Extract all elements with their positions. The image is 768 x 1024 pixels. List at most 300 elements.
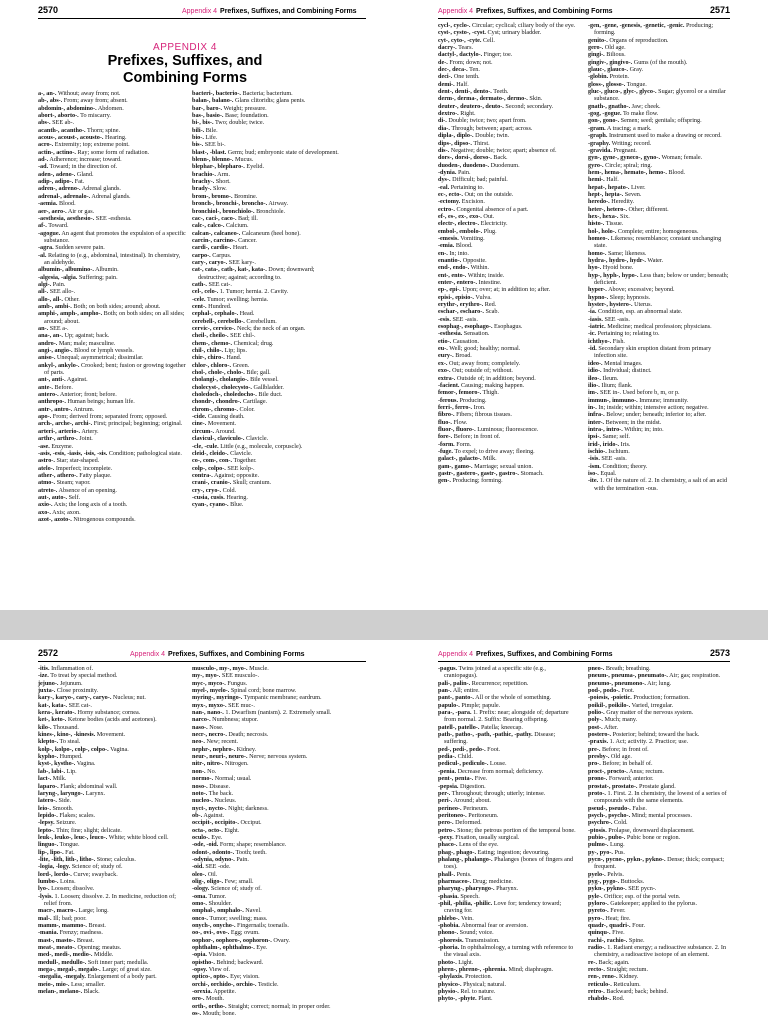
entry-term: adren-, adreno-. xyxy=(38,185,81,193)
dictionary-entry xyxy=(438,966,580,973)
entry-term: normo-. xyxy=(192,775,214,783)
entry-definition: From; down; not. xyxy=(449,58,493,66)
dictionary-entry xyxy=(38,775,186,782)
entry-definition: Larynx. xyxy=(85,789,106,797)
entry-term: chil-, chilo-. xyxy=(192,347,224,355)
entry-term: mega-, megal-, megalo-. xyxy=(38,966,101,974)
entry-definition: 1. First. 2. In chemistry, the lowest of a series of compounds with the same elements. xyxy=(594,789,727,805)
entry-definition: Suffering; pain. xyxy=(78,273,118,281)
dictionary-entry xyxy=(588,878,733,885)
dictionary-entry xyxy=(192,834,340,841)
entry-term: -emia. xyxy=(438,242,455,250)
entry-definition: Thirst. xyxy=(473,139,490,147)
entry-term: erythr-, erythro-. xyxy=(438,301,484,309)
entry-term: prono-. xyxy=(588,775,608,783)
entry-definition: Stone; calculus. xyxy=(96,855,136,863)
dictionary-entry xyxy=(192,1003,340,1010)
dictionary-entry xyxy=(438,95,580,102)
dictionary-entry xyxy=(438,338,580,345)
entry-definition: 1. Of the nature of. 2. In chemistry, a salt of an acid with the termination -ous. xyxy=(594,477,728,492)
entry-definition: Tumor. xyxy=(208,892,227,900)
entry-term: amphi-, amph-, ampho-. xyxy=(38,310,103,318)
entry-term: kyst-, kystho-. xyxy=(38,760,76,768)
entry-definition: Pain. xyxy=(457,168,471,176)
entry-term: chrom-, chromo-. xyxy=(192,405,238,413)
entry-term: pharmaceo-. xyxy=(438,877,472,885)
dictionary-entry xyxy=(38,479,186,486)
dictionary-entry xyxy=(38,709,186,716)
dictionary-entry xyxy=(38,760,186,767)
dictionary-entry xyxy=(192,672,340,679)
dictionary-entry xyxy=(438,132,580,139)
entry-term: femor-, femoro-. xyxy=(438,389,482,397)
entry-definition: Medicine; medical profession; physicians. xyxy=(607,323,712,331)
entry-term: cine-. xyxy=(192,420,207,428)
entry-definition: Immune; immunity. xyxy=(639,396,689,404)
dictionary-entry xyxy=(438,827,580,834)
entry-term: leuk-, leuko-, leuc-, leuco-. xyxy=(38,833,108,841)
dictionary-entry xyxy=(438,73,580,80)
dictionary-entry xyxy=(38,988,186,995)
entry-definition: To make flow. xyxy=(622,110,659,118)
running-head-title: Prefixes, Suffixes, and Combining Forms xyxy=(476,651,613,658)
entry-definition: Cold. xyxy=(222,486,237,494)
entry-definition: Double; twin. xyxy=(475,132,510,140)
entry-term: a-, an-. xyxy=(38,90,57,97)
entry-definition: Upon; over; at; in addition to; after. xyxy=(462,286,551,294)
dictionary-entry xyxy=(192,819,340,826)
dictionary-entry xyxy=(192,981,340,988)
entry-term: omo-. xyxy=(192,900,207,907)
entry-term: ather-, athero-. xyxy=(38,471,78,479)
dictionary-entry xyxy=(192,841,340,848)
entry-definition: Pelvis. xyxy=(607,870,624,878)
entry-definition: Rod. xyxy=(612,995,625,1003)
dictionary-entry xyxy=(192,665,340,672)
entry-term: cyst-, cysto-, -cyst. xyxy=(438,29,486,37)
entry-definition: Mouth; bone. xyxy=(202,1010,236,1018)
entry-definition: Out; away from; completely. xyxy=(449,359,521,367)
entry-definition: Middle. xyxy=(94,951,114,959)
dictionary-entry xyxy=(38,354,186,361)
dictionary-entry xyxy=(38,487,186,494)
entry-definition: Hundred. xyxy=(208,302,232,310)
dictionary-entry xyxy=(588,753,733,760)
entry-term: -facient. xyxy=(438,381,460,389)
entry-term: -cele. xyxy=(192,295,206,303)
entry-definition: Tumor; swelling; mass. xyxy=(209,914,268,922)
entry-definition: Eye; vision. xyxy=(230,973,260,981)
dictionary-entry xyxy=(588,81,733,88)
entry-definition: Out; on the outside. xyxy=(464,190,514,198)
dictionary-entry xyxy=(588,893,733,900)
dictionary-entry xyxy=(438,995,580,1002)
entry-term: -cide. xyxy=(192,413,207,421)
entry-term: genito-. xyxy=(588,36,608,44)
dictionary-entry xyxy=(38,716,186,723)
dictionary-entry xyxy=(438,51,580,58)
entry-term: homeo-. xyxy=(588,234,610,242)
entry-definition: Mental images. xyxy=(604,359,643,367)
dictionary-entry xyxy=(588,140,733,147)
entry-definition: Equal. xyxy=(600,469,617,477)
entry-term: gyn-, gyne-, gyneco-, gyno-. xyxy=(588,154,661,162)
entry-definition: Eye. xyxy=(211,833,223,841)
dictionary-entry xyxy=(38,450,186,457)
dictionary-entry xyxy=(588,470,733,477)
entry-definition: Opposite. xyxy=(462,257,487,264)
dictionary-entry xyxy=(588,132,733,139)
entry-definition: Loosen; dissolve. xyxy=(51,885,95,893)
entry-definition: Within. xyxy=(470,264,490,272)
dictionary-entry xyxy=(588,841,733,848)
entry-definition: Glans clitoridis; glans penis. xyxy=(234,97,306,105)
dictionary-entry xyxy=(192,995,340,1002)
dictionary-entry xyxy=(192,915,340,922)
entry-definition: To expel; to drive away; fleeing. xyxy=(454,447,535,455)
entry-term: dacry-. xyxy=(438,44,457,52)
entry-definition: Unequal; asymmetrical; dissimilar. xyxy=(56,354,144,362)
dictionary-entry xyxy=(38,981,186,988)
entry-term: embol-, embolo-. xyxy=(438,227,483,235)
entry-definition: Cancer. xyxy=(238,236,257,244)
dictionary-entry xyxy=(38,119,186,126)
entry-term: mast-, masto-. xyxy=(38,936,76,944)
entry-definition: Abdomen. xyxy=(97,104,124,112)
dictionary-entry xyxy=(588,775,733,782)
dictionary-entry xyxy=(192,472,340,479)
entry-term: gyro-. xyxy=(588,161,604,169)
entry-definition: Against. xyxy=(203,811,225,819)
dictionary-entry xyxy=(588,477,733,492)
entry-term: petro-. xyxy=(438,826,456,834)
entry-definition: Mucus. xyxy=(234,156,254,164)
entry-definition: Ray; some form of radiation. xyxy=(77,148,150,156)
dictionary-entry xyxy=(38,185,186,192)
entry-term: jejuno-. xyxy=(38,679,59,687)
entry-definition: Bacteria; bacterium. xyxy=(242,90,293,97)
entry-term: -mania. xyxy=(38,929,59,937)
entry-definition: Below; under; beneath; inferior to; after. xyxy=(606,411,707,419)
entry-term: -eal. xyxy=(438,183,450,191)
entry-term: -ferous. xyxy=(438,396,458,404)
entry-term: choledoch-, choledocho-. xyxy=(192,391,257,399)
dictionary-entry xyxy=(38,252,186,267)
entry-term: gon-, gono-. xyxy=(588,117,620,125)
dictionary-entry xyxy=(438,162,580,169)
entry-definition: Posterior; behind; toward the back. xyxy=(612,731,700,739)
dictionary-entry xyxy=(438,753,580,760)
dictionary-entry xyxy=(192,376,340,383)
entry-term: gnath-, gnatho-. xyxy=(588,102,631,110)
entry-column xyxy=(192,665,340,1018)
dictionary-entry xyxy=(588,375,733,382)
dictionary-entry xyxy=(438,352,580,359)
entry-definition: Large; long. xyxy=(78,907,109,915)
entry-definition: Abnormal fear or aversion. xyxy=(461,922,529,930)
entry-term: -dynia. xyxy=(438,168,457,176)
entry-term: bili-. xyxy=(192,126,205,134)
entry-term: pharyng-, pharyngo-. xyxy=(438,885,495,893)
entry-definition: Seven. xyxy=(624,190,642,198)
dictionary-entry xyxy=(192,878,340,885)
entry-term: calc-, calco-. xyxy=(192,222,225,230)
dictionary-entry xyxy=(192,479,340,486)
entry-definition: Straight; correct; normal; in proper order. xyxy=(228,1002,331,1010)
entry-term: pent-, penta-. xyxy=(438,775,474,783)
entry-term: clavicul-, claviculo-. xyxy=(192,435,245,443)
entry-term: hept-, hepta-. xyxy=(588,190,624,198)
entry-definition: Other; different. xyxy=(628,205,669,213)
entry-definition: Thigh. xyxy=(482,389,499,397)
dictionary-entry xyxy=(588,680,733,687)
entry-term: pulmo-. xyxy=(588,841,609,849)
dictionary-entry xyxy=(38,885,186,892)
dictionary-entry xyxy=(438,198,580,205)
entry-term: phyto-, -phyte. xyxy=(438,995,477,1003)
entry-definition: Jejunum. xyxy=(60,679,83,687)
entry-term: peri-. xyxy=(438,797,453,805)
entry-term: nyct-, nycto-. xyxy=(192,804,227,812)
entry-term: rachi-, rachio-. xyxy=(588,936,628,944)
entry-term: path-, patho-, -path, -pathic, -pathy. xyxy=(438,731,533,739)
entry-definition: Old age. xyxy=(604,44,626,52)
dictionary-entry xyxy=(438,849,580,856)
dictionary-entry xyxy=(588,294,733,301)
entry-term: hemi-. xyxy=(588,176,605,184)
entry-definition: Pus. xyxy=(614,848,625,856)
entry-definition: Causing; making happen. xyxy=(461,381,525,389)
entry-definition: Milk. xyxy=(52,775,67,783)
entry-definition: Albumin. xyxy=(95,266,119,274)
header-rule xyxy=(38,18,366,19)
dictionary-entry xyxy=(38,841,186,848)
dictionary-entry xyxy=(438,893,580,900)
entry-definition: Speech. xyxy=(460,892,480,900)
entry-term: ped-, pedi-, pedo-. xyxy=(438,745,486,753)
dictionary-entry xyxy=(588,937,733,944)
page-number: 2571 xyxy=(710,5,731,15)
dictionary-entry xyxy=(38,893,186,908)
entry-definition: Bile; gall. xyxy=(246,369,271,377)
entry-definition: Throughout; through; utterly; intense. xyxy=(451,789,546,797)
dictionary-entry xyxy=(192,680,340,687)
entry-definition: Excision. xyxy=(461,198,485,206)
entry-definition: SEE allo-. xyxy=(49,288,76,296)
dictionary-entry xyxy=(438,746,580,753)
entry-term: -al. xyxy=(38,251,47,259)
entry-definition: Less than; below or under; beneath; deficient. xyxy=(594,271,729,287)
dictionary-entry xyxy=(438,316,580,323)
entry-term: cephal-, cephalo-. xyxy=(192,310,239,318)
dictionary-entry xyxy=(588,360,733,367)
entry-term: gastr-, gastero-, gastr-, gastro-. xyxy=(438,469,519,477)
entry-term: oo-, ovi-, ovo-. xyxy=(192,929,230,937)
entry-term: octa-, octo-. xyxy=(192,826,223,834)
dictionary-entry xyxy=(192,90,340,97)
dictionary-entry xyxy=(192,97,340,104)
entry-term: dent-, denti-, dento-. xyxy=(438,88,492,96)
dictionary-entry xyxy=(588,73,733,80)
entry-term: -pexy. xyxy=(438,833,454,841)
entry-definition: Tongue. xyxy=(59,841,80,849)
entry-definition: Bile vessel. xyxy=(250,376,279,384)
dictionary-entry xyxy=(192,406,340,413)
dictionary-entry xyxy=(38,325,186,332)
dictionary-entry xyxy=(38,951,186,958)
entry-definition: Protein. xyxy=(609,73,630,81)
dictionary-entry xyxy=(588,59,733,66)
entry-term: kat-, kata-. xyxy=(38,701,68,709)
entry-definition: Flakes; scales. xyxy=(59,811,96,819)
dictionary-entry xyxy=(588,738,733,745)
dictionary-entry xyxy=(192,450,340,457)
entry-definition: Tumor; swelling; hernia. xyxy=(207,295,269,303)
entry-definition: Calcium. xyxy=(226,222,249,230)
entry-term: -gog, -gogue. xyxy=(588,110,622,118)
entry-term: hyp-, hyph-, hypo-. xyxy=(588,271,639,279)
entry-term: meat-, meato-. xyxy=(38,944,76,952)
dictionary-entry xyxy=(192,863,340,870)
dictionary-entry xyxy=(38,193,186,200)
entry-definition: Behind; backward. xyxy=(216,958,264,966)
entry-definition: Transmission. xyxy=(464,936,500,944)
page-number: 2570 xyxy=(38,5,59,15)
appendix-title: Prefixes, Suffixes, and Combining Forms xyxy=(107,53,263,86)
entry-term: myel-, myelo-. xyxy=(192,687,230,695)
entry-term: ichthyo-. xyxy=(588,337,612,345)
entry-term: mal-. xyxy=(38,914,52,922)
dictionary-entry xyxy=(192,398,340,405)
entry-term: dis-. xyxy=(438,146,450,154)
entry-definition: In; inside; within; intensive action; negative. xyxy=(598,403,709,411)
entry-definition: Uterus. xyxy=(634,301,653,309)
entry-definition: Skin. xyxy=(529,95,543,103)
entry-term: fore-. xyxy=(438,433,453,441)
dictionary-entry xyxy=(38,244,186,251)
entry-definition: Navel. xyxy=(245,907,262,915)
entry-definition: View of. xyxy=(208,966,231,974)
entry-term: an-. xyxy=(38,325,49,332)
entry-term: hem-, hema-, hemato-, hemo-. xyxy=(588,168,667,176)
dictionary-entry xyxy=(38,472,186,479)
entry-term: laryng-, laryngo-. xyxy=(38,789,85,797)
entry-definition: Light. xyxy=(458,958,474,966)
dictionary-entry xyxy=(38,163,186,170)
entry-definition: Through; between; apart; across. xyxy=(451,124,533,132)
entry-definition: Condition; theory. xyxy=(602,462,648,470)
entry-definition: Spinal cord; bone marrow. xyxy=(230,687,297,695)
dictionary-entry xyxy=(38,959,186,966)
entry-term: pyle-. xyxy=(588,892,603,900)
entry-term: recto-. xyxy=(588,966,605,974)
dictionary-entry xyxy=(588,827,733,834)
dictionary-entry xyxy=(192,738,340,745)
entry-term: actin-, actino-. xyxy=(38,148,76,156)
entry-term: de-. xyxy=(438,58,448,66)
entry-term: -pagus. xyxy=(438,665,458,672)
entry-term: ileo-. xyxy=(588,374,601,382)
entry-definition: Cold. xyxy=(614,819,628,827)
dictionary-entry xyxy=(38,871,186,878)
dictionary-entry xyxy=(588,389,733,396)
entry-term: gloss-, glosso-. xyxy=(588,80,626,88)
entry-definition: Thousand. xyxy=(53,723,79,731)
entry-definition: Broad. xyxy=(455,352,472,360)
entry-term: fluo-. xyxy=(438,418,452,426)
entry-term: proto-. xyxy=(588,789,606,797)
entry-definition: Adherence; increase; toward. xyxy=(49,156,122,164)
dictionary-entry xyxy=(438,397,580,404)
entry-definition: Intestine. xyxy=(478,279,502,287)
entry-definition: Head. xyxy=(239,310,255,318)
dictionary-entry xyxy=(438,37,580,44)
entry-definition: Disease; suffering. xyxy=(444,731,556,746)
entry-definition: Within; in; into. xyxy=(624,425,664,433)
entry-term: rhabdo-. xyxy=(588,995,611,1003)
dictionary-entry xyxy=(588,907,733,914)
entry-definition: Bromine. xyxy=(234,192,258,200)
dictionary-entry xyxy=(438,455,580,462)
dictionary-entry xyxy=(192,200,340,207)
dictionary-entry xyxy=(192,230,340,237)
entry-definition: Nitrogenous compounds. xyxy=(73,515,136,523)
entry-definition: SEE -esthesia. xyxy=(95,214,132,222)
entry-term: ideo-. xyxy=(588,359,603,367)
entry-term: pycn-, pycno-, pykn-, pykno-. xyxy=(588,855,666,863)
entry-definition: Semen; seed; genitals; offspring. xyxy=(620,117,702,125)
entry-term: albumin-, albumino-. xyxy=(38,266,94,274)
entry-term: quinqu-. xyxy=(588,929,611,937)
entry-term: pedicul-, pediculo-. xyxy=(438,760,489,768)
entry-definition: Pertaining to. xyxy=(450,183,485,191)
entry-definition: The back. xyxy=(208,789,234,797)
entry-term: latero-. xyxy=(38,797,57,805)
dictionary-entry xyxy=(38,929,186,936)
entry-term: hepat-, hepato-. xyxy=(588,183,630,191)
dictionary-entry xyxy=(438,308,580,315)
dictionary-entry xyxy=(192,185,340,192)
entry-term: -asis, -esis, -iasis, -isis, -sis. xyxy=(38,449,108,457)
entry-term: gam-, gamo-. xyxy=(438,462,473,470)
dictionary-entry xyxy=(192,443,340,450)
entry-term: dys-. xyxy=(438,176,451,184)
dictionary-entry xyxy=(438,419,580,426)
dictionary-entry xyxy=(38,288,186,295)
header-rule xyxy=(38,661,366,662)
dictionary-entry xyxy=(38,907,186,914)
entry-definition: From; derived from; separated from; opposed. xyxy=(52,413,168,421)
dictionary-entry xyxy=(192,797,340,804)
dictionary-entry xyxy=(438,426,580,433)
dictionary-entry xyxy=(192,457,340,464)
entry-term: -esthesia. xyxy=(438,330,463,338)
dictionary-entry xyxy=(588,441,733,448)
entry-term: ectro-. xyxy=(438,205,455,213)
entry-column xyxy=(38,665,186,995)
entry-definition: Double; twice; two; apart from. xyxy=(448,117,527,125)
entry-definition: Artery. xyxy=(81,427,99,435)
entry-term: abdomin-, abdomino-. xyxy=(38,104,97,112)
entry-term: -gram. xyxy=(588,124,606,132)
dictionary-entry xyxy=(588,944,733,959)
entry-definition: After. xyxy=(603,723,619,731)
dictionary-entry xyxy=(588,110,733,117)
dictionary-entry xyxy=(438,433,580,440)
entry-term: -phasia. xyxy=(438,892,459,900)
dictionary-entry xyxy=(588,724,733,731)
entry-definition: Digestion. xyxy=(460,782,486,790)
